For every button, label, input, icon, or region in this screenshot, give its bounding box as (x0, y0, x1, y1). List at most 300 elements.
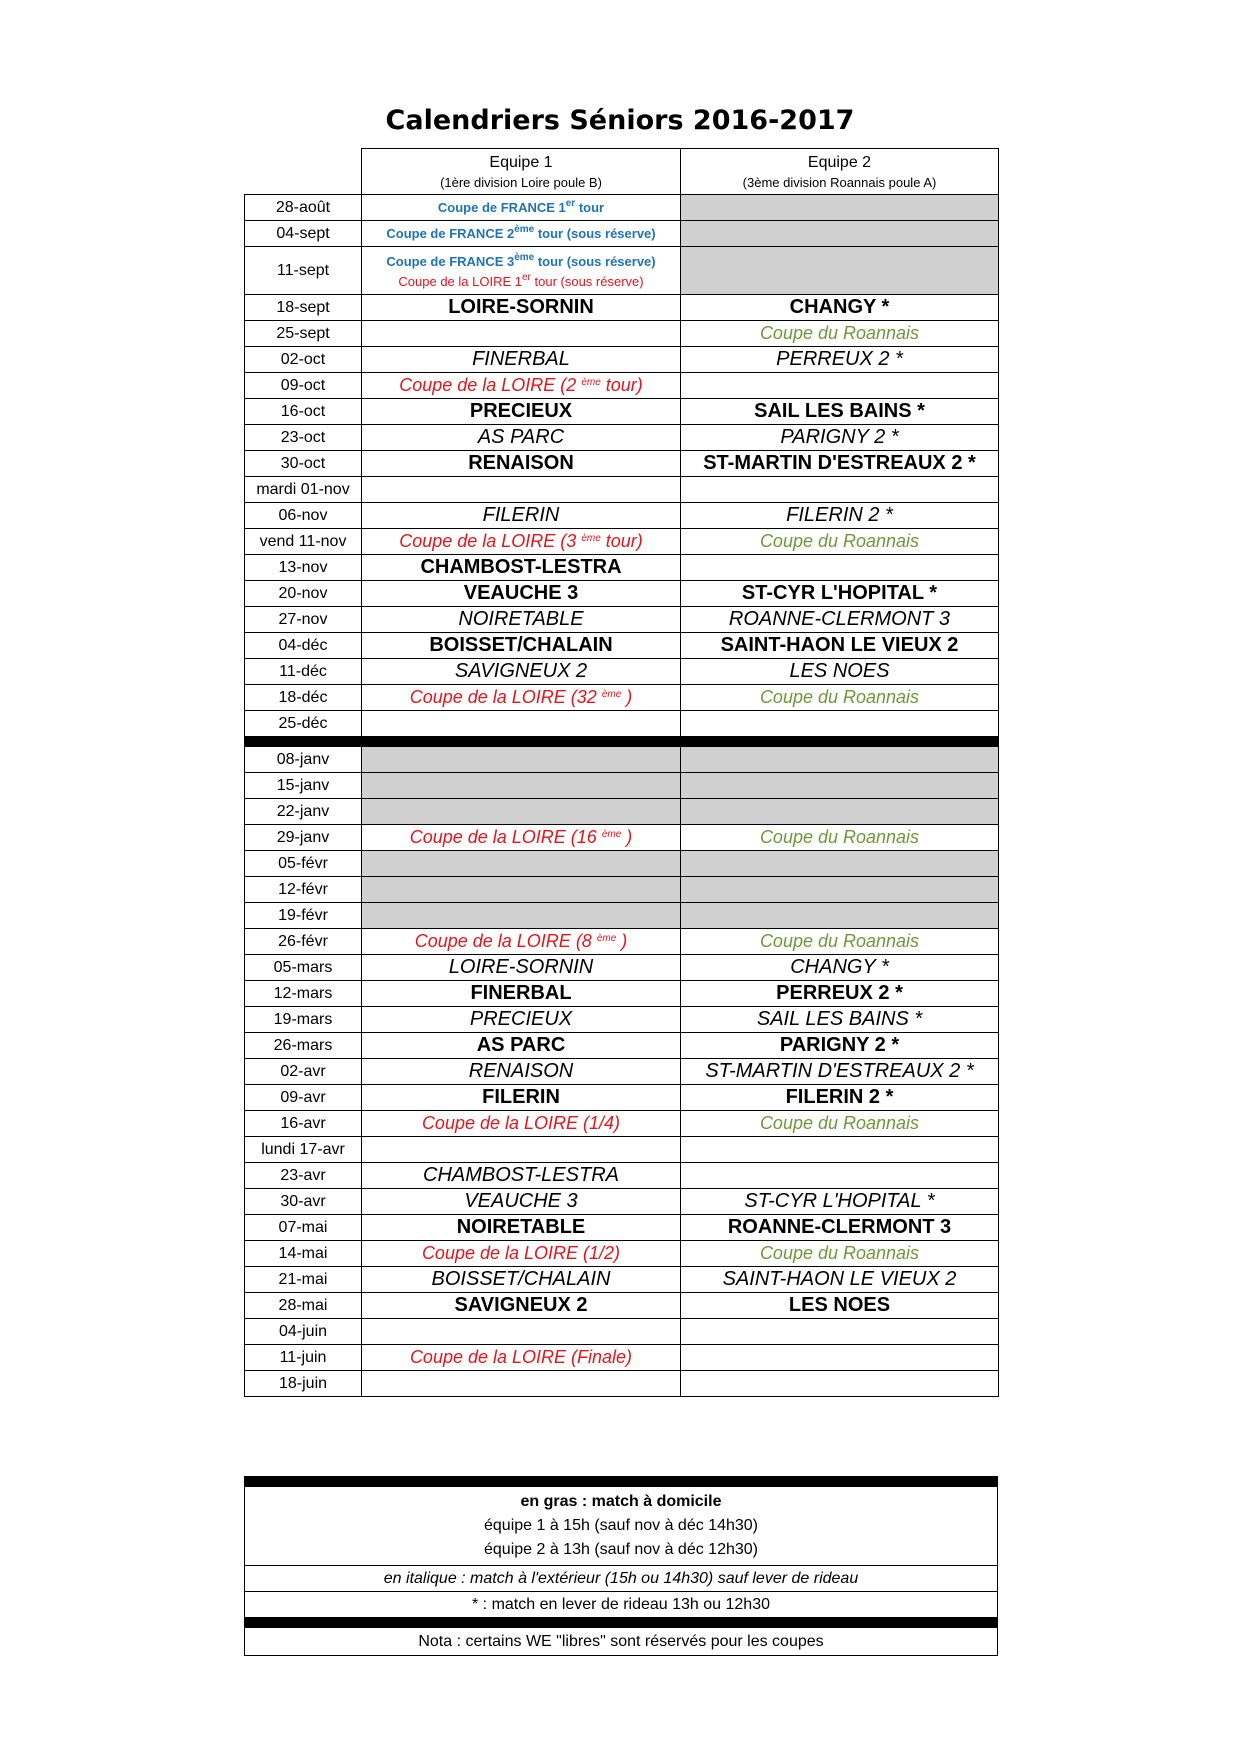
team1-text: VEAUCHE 3 (463, 582, 579, 604)
schedule-row (245, 633, 999, 659)
team2-cell (681, 581, 999, 607)
team2-cell (681, 659, 999, 685)
team2-cell (681, 851, 999, 877)
team2-text: Coupe du Roannais (759, 531, 920, 551)
team2-opponent (780, 426, 898, 448)
match-date: vend 11-nov (245, 529, 362, 555)
team1-opponent (470, 982, 571, 1004)
match-date: 18-juin (245, 1371, 362, 1397)
team1-loire-cup-suffix: tour (sous réserve) (530, 273, 644, 289)
team2-opponent (723, 1268, 957, 1290)
team2-cell (681, 1293, 999, 1319)
team1-opponent (464, 582, 578, 604)
team1-cup-suffix: tour (sous réserve) (534, 253, 656, 269)
team2-opponent (786, 1086, 894, 1108)
team1-cup-text (422, 1243, 620, 1263)
team1-cup-sup: ème (514, 251, 535, 263)
team1-cell (362, 1085, 681, 1111)
match-date: 04-sept (245, 221, 362, 247)
schedule-row (245, 1033, 999, 1059)
team2-cell (681, 929, 999, 955)
team2-opponent (790, 956, 889, 978)
legend-note-row (245, 1628, 998, 1656)
team2-cell (681, 877, 999, 903)
team1-sup: ème (581, 533, 601, 544)
team1-cell (362, 903, 681, 929)
match-date: 19-févr (245, 903, 362, 929)
team1-cell (362, 851, 681, 877)
match-date: 30-oct (245, 451, 362, 477)
team2-text: LES NOES (788, 1294, 891, 1316)
schedule-row (245, 247, 999, 295)
team1-cell (362, 607, 681, 633)
team2-cell (681, 1267, 999, 1293)
team1-cell (362, 799, 681, 825)
match-date: 12-mars (245, 981, 362, 1007)
team2-division: (3ème division Roannais poule A) (742, 174, 937, 190)
schedule-row (245, 1215, 999, 1241)
match-date: 19-mars (245, 1007, 362, 1033)
team2-cell (681, 425, 999, 451)
team1-cell (362, 981, 681, 1007)
team2-cell (681, 195, 999, 221)
team2-cell (681, 747, 999, 773)
team2-text: ST-MARTIN D'ESTREAUX 2 * (705, 1060, 974, 1082)
team1-cell (362, 747, 681, 773)
team2-cup-text (760, 531, 919, 551)
team1-opponent (472, 348, 570, 370)
match-date: 29-janv (245, 825, 362, 851)
team2-cup-text (760, 687, 919, 707)
team1-opponent (423, 1164, 619, 1186)
team2-text: PARIGNY 2 * (780, 426, 899, 448)
team1-text: CHAMBOST-LESTRA (420, 556, 622, 578)
schedule-row (245, 195, 999, 221)
team1-cup-text (410, 827, 633, 847)
team2-text: Coupe du Roannais (759, 323, 920, 343)
header-team1 (362, 149, 681, 195)
match-date: 07-mai (245, 1215, 362, 1241)
team2-text: ROANNE-CLERMONT 3 (728, 608, 951, 630)
team1-text: Coupe de la LOIRE (32 (409, 687, 602, 707)
team1-cup-text (410, 1347, 632, 1367)
team2-text: SAINT-HAON LE VIEUX 2 (722, 1268, 957, 1290)
schedule-row (245, 581, 999, 607)
match-date: 25-déc (245, 711, 362, 737)
team2-cell (681, 1215, 999, 1241)
team2-text: Coupe du Roannais (759, 687, 920, 707)
schedule-row (245, 373, 999, 399)
team1-cell (362, 877, 681, 903)
team1-cell (362, 1371, 681, 1397)
team1-text: LOIRE-SORNIN (448, 956, 594, 978)
team1-cup-suffix: tour (sous réserve) (534, 225, 656, 241)
team1-cell (362, 1267, 681, 1293)
team2-cell (681, 1345, 999, 1371)
team2-text: PERREUX 2 * (776, 348, 903, 370)
team2-opponent (729, 608, 950, 630)
schedule-row (245, 221, 999, 247)
legend-separator (245, 1477, 998, 1487)
team1-suffix: ) (621, 687, 633, 707)
team1-cell (362, 1111, 681, 1137)
team1-cell (362, 373, 681, 399)
team2-cell (681, 1319, 999, 1345)
team1-cell (362, 477, 681, 503)
match-date: 22-janv (245, 799, 362, 825)
team1-cell (362, 555, 681, 581)
team1-text: Coupe de la LOIRE (1/4) (421, 1113, 621, 1133)
schedule-row (245, 1319, 999, 1345)
team2-cell (681, 555, 999, 581)
team1-text: PRECIEUX (469, 1008, 573, 1030)
team1-text: FINERBAL (470, 982, 572, 1004)
team1-cell (362, 195, 681, 221)
team2-text: ST-CYR L'HOPITAL * (741, 582, 938, 604)
team1-text: Coupe de la LOIRE (3 (399, 531, 582, 551)
team1-cup-text (437, 197, 605, 215)
team1-cell (362, 1033, 681, 1059)
team1-cell (362, 1215, 681, 1241)
legend-separator-2 (245, 1618, 998, 1628)
legend-home-line1: équipe 1 à 15h (sauf nov à déc 14h30) (484, 1517, 758, 1534)
match-date: 16-oct (245, 399, 362, 425)
match-date: 28-mai (245, 1293, 362, 1319)
match-date: 09-avr (245, 1085, 362, 1111)
team1-cup-suffix: tour (575, 199, 605, 215)
schedule-row (245, 799, 999, 825)
team1-text: AS PARC (476, 1034, 566, 1056)
team2-cell (681, 1137, 999, 1163)
team2-cell (681, 529, 999, 555)
team1-cell (362, 1319, 681, 1345)
schedule-row (245, 1345, 999, 1371)
team1-opponent (477, 1034, 566, 1056)
team2-text: ROANNE-CLERMONT 3 (727, 1216, 952, 1238)
schedule-row (245, 825, 999, 851)
schedule-row (245, 1163, 999, 1189)
team1-opponent (470, 400, 572, 422)
schedule-row (245, 747, 999, 773)
schedule-row (245, 1111, 999, 1137)
match-date: 05-févr (245, 851, 362, 877)
team2-cell (681, 477, 999, 503)
schedule-row (245, 1371, 999, 1397)
schedule-row (245, 711, 999, 737)
team2-cell (681, 825, 999, 851)
team2-opponent (744, 1190, 934, 1212)
schedule-row (245, 955, 999, 981)
team1-cell (362, 685, 681, 711)
team2-opponent (790, 296, 890, 318)
match-date: 18-déc (245, 685, 362, 711)
team2-cell (681, 773, 999, 799)
team2-text: FILERIN 2 * (785, 1086, 894, 1108)
team2-opponent (721, 634, 959, 656)
team2-text: ST-MARTIN D'ESTREAUX 2 * (703, 452, 976, 474)
team1-opponent (457, 1216, 586, 1238)
team1-cell (362, 529, 681, 555)
legend-away-row (245, 1566, 998, 1592)
team1-text: FINERBAL (472, 348, 570, 370)
team1-name: Equipe 1 (489, 153, 553, 171)
team2-cell (681, 1085, 999, 1111)
team2-opponent (786, 504, 893, 526)
header-blank-cell (245, 149, 362, 195)
match-date: 30-avr (245, 1189, 362, 1215)
team2-opponent (742, 582, 937, 604)
schedule-row (245, 929, 999, 955)
team1-opponent (468, 452, 574, 474)
match-date: 26-févr (245, 929, 362, 955)
team2-cell (681, 503, 999, 529)
team1-cell (362, 659, 681, 685)
team1-cell (362, 221, 681, 247)
team2-opponent (757, 1008, 922, 1030)
team2-text: PERREUX 2 * (776, 982, 903, 1004)
header-team2 (681, 149, 999, 195)
team1-cup-text (399, 375, 643, 395)
schedule-row (245, 1007, 999, 1033)
legend-away: en italique : match à l'extérieur (15h ou 14h30) sauf lever de rideau (245, 1566, 998, 1592)
team2-cell (681, 1033, 999, 1059)
schedule-row (245, 877, 999, 903)
team2-cell (681, 1189, 999, 1215)
team1-cup-text (415, 931, 628, 951)
team1-opponent (464, 1190, 577, 1212)
match-date: 16-avr (245, 1111, 362, 1137)
team2-cell (681, 633, 999, 659)
team2-text: SAINT-HAON LE VIEUX 2 (720, 634, 959, 656)
team1-text: AS PARC (477, 426, 565, 448)
legend-star: * : match en lever de rideau 13h ou 12h30 (245, 1592, 998, 1618)
match-date: 04-déc (245, 633, 362, 659)
team1-cup-text (410, 687, 633, 707)
schedule-row (245, 1241, 999, 1267)
schedule-row (245, 425, 999, 451)
team1-cup-text (386, 223, 656, 241)
team1-division: (1ère division Loire poule B) (440, 174, 602, 190)
team2-opponent (705, 1060, 973, 1082)
match-date: 21-mai (245, 1267, 362, 1293)
match-date: 02-oct (245, 347, 362, 373)
team2-cell (681, 903, 999, 929)
schedule-row (245, 477, 999, 503)
match-date: 04-juin (245, 1319, 362, 1345)
team1-cup-text (422, 1113, 620, 1133)
team2-cell (681, 347, 999, 373)
legend-star-row (245, 1592, 998, 1618)
match-date: lundi 17-avr (245, 1137, 362, 1163)
team1-cup-text (399, 531, 643, 551)
schedule-row (245, 1085, 999, 1111)
match-date: 08-janv (245, 747, 362, 773)
schedule-row (245, 399, 999, 425)
team1-cell (362, 1163, 681, 1189)
team2-cup-text (760, 323, 919, 343)
team2-cell (681, 221, 999, 247)
team1-text: Coupe de la LOIRE (1/2) (421, 1243, 621, 1263)
team1-text: SAVIGNEUX 2 (454, 660, 588, 682)
team1-text: CHAMBOST-LESTRA (423, 1164, 619, 1186)
team1-text: RENAISON (468, 1060, 574, 1082)
team1-cell (362, 825, 681, 851)
team1-cell (362, 1345, 681, 1371)
team2-text: Coupe du Roannais (759, 827, 920, 847)
team1-text: VEAUCHE 3 (464, 1190, 578, 1212)
team1-cup-label: Coupe de FRANCE 2 (386, 225, 515, 241)
team1-text: FILERIN (482, 504, 560, 526)
team1-text: FILERIN (482, 1086, 560, 1108)
team2-cup-text (760, 931, 919, 951)
schedule-row (245, 1059, 999, 1085)
match-date: 11-sept (245, 247, 362, 295)
team1-cell (362, 1189, 681, 1215)
team2-cell (681, 1111, 999, 1137)
schedule-row (245, 607, 999, 633)
team1-opponent (432, 1268, 611, 1290)
team1-cell (362, 247, 681, 295)
team1-opponent (483, 504, 560, 526)
team2-opponent (780, 1034, 899, 1056)
team1-cell (362, 581, 681, 607)
team1-loire-cup-text (362, 271, 680, 289)
schedule-table (244, 148, 999, 1397)
team2-text: Coupe du Roannais (759, 1113, 920, 1133)
team1-text: LOIRE-SORNIN (448, 296, 594, 318)
legend-home-row (245, 1487, 998, 1566)
team2-cell (681, 399, 999, 425)
team1-cell (362, 955, 681, 981)
schedule-row (245, 659, 999, 685)
team2-opponent (789, 1294, 890, 1316)
team2-text: SAIL LES BAINS * (756, 1008, 923, 1030)
match-date: 11-déc (245, 659, 362, 685)
team1-opponent (449, 956, 593, 978)
schedule-row (245, 1137, 999, 1163)
table-header-row (245, 149, 999, 195)
team2-opponent (703, 452, 976, 474)
team1-sup: ème (581, 377, 601, 388)
match-date: 05-mars (245, 955, 362, 981)
team1-text: NOIRETABLE (458, 608, 584, 630)
team2-text: Coupe du Roannais (759, 931, 920, 951)
team2-text: LES NOES (789, 660, 890, 682)
team2-cell (681, 1371, 999, 1397)
team1-opponent (482, 1086, 560, 1108)
team2-opponent (728, 1216, 951, 1238)
team1-sup: ème (601, 689, 622, 700)
schedule-row (245, 347, 999, 373)
match-date: 13-nov (245, 555, 362, 581)
legend-note: Nota : certains WE "libres" sont réservés pour les coupes (245, 1628, 998, 1656)
team1-cup-label: Coupe de FRANCE 1 (437, 199, 566, 215)
team2-cell (681, 799, 999, 825)
match-date: 02-avr (245, 1059, 362, 1085)
team1-opponent (458, 608, 583, 630)
team1-opponent (455, 660, 587, 682)
match-date: 11-juin (245, 1345, 362, 1371)
team1-cell (362, 1007, 681, 1033)
team2-cell (681, 981, 999, 1007)
team1-opponent (455, 1294, 588, 1316)
team2-text: CHANGY * (789, 296, 890, 318)
legend-table (244, 1476, 998, 1656)
team1-suffix: tour) (600, 531, 643, 551)
match-date: 26-mars (245, 1033, 362, 1059)
team1-text: BOISSET/CHALAIN (429, 634, 613, 656)
team1-suffix: ) (621, 827, 633, 847)
match-date: mardi 01-nov (245, 477, 362, 503)
team2-text: Coupe du Roannais (759, 1243, 920, 1263)
team1-text: Coupe de la LOIRE (16 (409, 827, 602, 847)
team2-cup-text (760, 1243, 919, 1263)
match-date: 27-nov (245, 607, 362, 633)
page-title: Calendriers Séniors 2016-2017 (385, 105, 855, 136)
team1-cell (362, 347, 681, 373)
match-date: 12-févr (245, 877, 362, 903)
team1-cell (362, 425, 681, 451)
team1-text: SAVIGNEUX 2 (454, 1294, 588, 1316)
legend-home-title: en gras : match à domicile (520, 1493, 722, 1510)
team1-opponent (429, 634, 612, 656)
match-date: 14-mai (245, 1241, 362, 1267)
team1-cup-sup: ème (514, 223, 535, 235)
team1-loire-cup-label: Coupe de la LOIRE 1 (398, 273, 522, 289)
team1-text: PRECIEUX (469, 400, 573, 422)
team1-cell (362, 1059, 681, 1085)
team1-opponent (478, 426, 564, 448)
team1-cell (362, 1137, 681, 1163)
schedule-row (245, 851, 999, 877)
team1-cup-label: Coupe de FRANCE 3 (386, 253, 515, 269)
team1-opponent (470, 1008, 572, 1030)
team2-text: SAIL LES BAINS * (754, 400, 925, 422)
team1-cell (362, 295, 681, 321)
team1-sup: ème (596, 933, 617, 944)
team1-text: Coupe de la LOIRE (8 (414, 931, 597, 951)
winter-break-separator (245, 737, 999, 747)
schedule-row (245, 321, 999, 347)
team2-cell (681, 295, 999, 321)
team2-cup-text (760, 1113, 919, 1133)
team1-opponent (448, 296, 594, 318)
team2-cell (681, 1007, 999, 1033)
team1-text: NOIRETABLE (456, 1216, 586, 1238)
separator-bar (245, 737, 999, 747)
team2-text: CHANGY * (790, 956, 889, 978)
schedule-row (245, 685, 999, 711)
legend-home-line2: équipe 2 à 13h (sauf nov à déc 12h30) (484, 1541, 758, 1558)
match-date: 15-janv (245, 773, 362, 799)
team2-cell (681, 685, 999, 711)
team1-suffix: ) (616, 931, 628, 951)
team1-cell (362, 451, 681, 477)
team1-suffix: tour) (600, 375, 643, 395)
match-date: 20-nov (245, 581, 362, 607)
team1-cell (362, 773, 681, 799)
schedule-row (245, 529, 999, 555)
team2-cup-text (760, 827, 919, 847)
team1-cell (362, 399, 681, 425)
team2-cell (681, 1163, 999, 1189)
team2-text: FILERIN 2 * (786, 504, 893, 526)
team2-cell (681, 247, 999, 295)
team1-cell (362, 929, 681, 955)
team2-cell (681, 955, 999, 981)
team1-opponent (420, 556, 621, 578)
team2-cell (681, 373, 999, 399)
